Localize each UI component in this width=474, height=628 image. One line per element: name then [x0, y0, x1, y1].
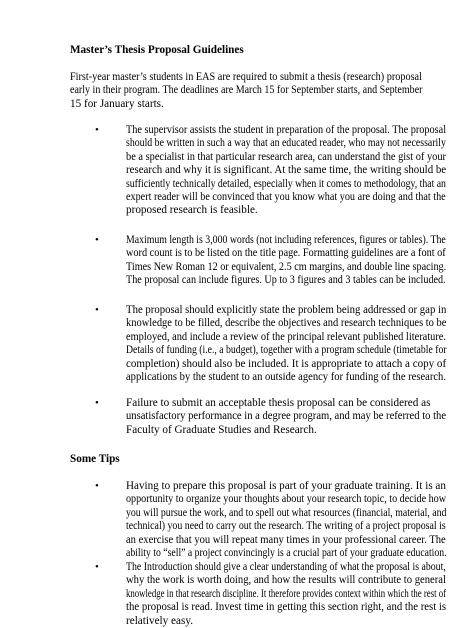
tip-line: Having to prepare this proposal is part of your graduate training. It is an [126, 480, 446, 492]
tips-heading: Some Tips [70, 453, 120, 465]
bullet-line: The proposal can include figures. Up to 3 figures and 3 tables can be included. [126, 274, 446, 287]
bullet-line: knowledge to be filled, describe the objectives and research techniques to be [126, 317, 447, 330]
bullet-point: • [95, 234, 99, 246]
bullet-line: applications by the student to an outside agency for funding of the research. [126, 371, 446, 384]
bullet-line: should be written in such a way that an educated reader, who may not necessarily [126, 137, 446, 150]
bullet-line: Times New Roman 12 or equivalent, 2.5 cm margins, and double line spacing. [126, 260, 447, 273]
bullet-line: Faculty of Graduate Studies and Research. [126, 423, 317, 436]
bullet-line: be a specialist in that particular research area, can understand the gist of your [126, 150, 446, 163]
tip-text [126, 561, 446, 628]
bullet-line: expert reader will be convinced that you know what you are doing and that the [126, 191, 446, 204]
tip-line: an exercise that you will repeat many times in your professional career. The [126, 533, 446, 546]
bullet-point: • [95, 124, 99, 136]
intro-line: 15 for January starts. [70, 97, 164, 110]
bullet-line: unsatisfactory performance in a degree program, and may be referred to the [126, 410, 447, 423]
bullet-line: Maximum length is 3,000 words (not including references, figures or tables). The [126, 234, 446, 246]
bullet-line: employed, and include a review of the principal relevant published literature. [126, 330, 447, 343]
intro-paragraph [70, 71, 422, 111]
bullet-text [126, 234, 446, 288]
bullet-line: Failure to submit an acceptable thesis proposal can be considered as [126, 397, 431, 409]
bullet-point: • [95, 480, 99, 492]
tip-line: opportunity to organize your thoughts about your research topic, to decide how [126, 493, 447, 506]
tip-line: knowledge in that research discipline. It therefore provides context within which the rest of [126, 587, 447, 600]
bullet-text [126, 124, 446, 218]
tip-line: The Introduction should give a clear understanding of what the proposal is about, [126, 561, 446, 573]
tip-line: relatively easy. [126, 614, 193, 627]
tip-line: ability to “sell” a project convincingly is a crucial part of your graduate education. [126, 547, 447, 560]
bullet-point: • [95, 304, 99, 316]
bullet-line: Details of funding (i.e., a budget), together with a program schedule (timetable for [126, 344, 447, 357]
bullet-text [126, 397, 446, 437]
tip-line: technical) you need to carry out the research. The writing of a project proposal is [126, 520, 446, 533]
bullet-point: • [95, 397, 99, 409]
bullet-line: The proposal should explicitly state the problem being addressed or gap in [126, 304, 447, 316]
bullet-point: • [95, 561, 99, 573]
tip-text [126, 480, 446, 560]
bullet-line: proposed research is feasible. [126, 204, 258, 217]
tip-line: why the work is worth doing, and how the results will contribute to general [126, 574, 446, 587]
bullet-line: research and why it is significant. At the same time, the writing should be [126, 164, 447, 177]
tip-line: the proposal is read. Invest time in getting this section right, and the rest is [126, 601, 447, 614]
bullet-line: word count is to be listed on the title page. Formatting guidelines are a font of [126, 247, 446, 260]
intro-line: First-year master’s students in EAS are required to submit a thesis (research) proposal [70, 71, 422, 83]
intro-line: early in their program. The deadlines are March 15 for September starts, and September [70, 84, 423, 97]
document-title: Master’s Thesis Proposal Guidelines [70, 44, 244, 56]
bullet-line: sufficiently technically detailed, especially when it comes to methodology, that an [126, 177, 446, 190]
bullet-text [126, 304, 446, 384]
bullet-line: completion) should also be included. It is appropriate to attach a copy of [126, 357, 447, 370]
bullet-line: The supervisor assists the student in preparation of the proposal. The proposal [126, 124, 447, 136]
tip-line: you will pursue the work, and to spell out what resources (financial, material, and [126, 506, 447, 519]
